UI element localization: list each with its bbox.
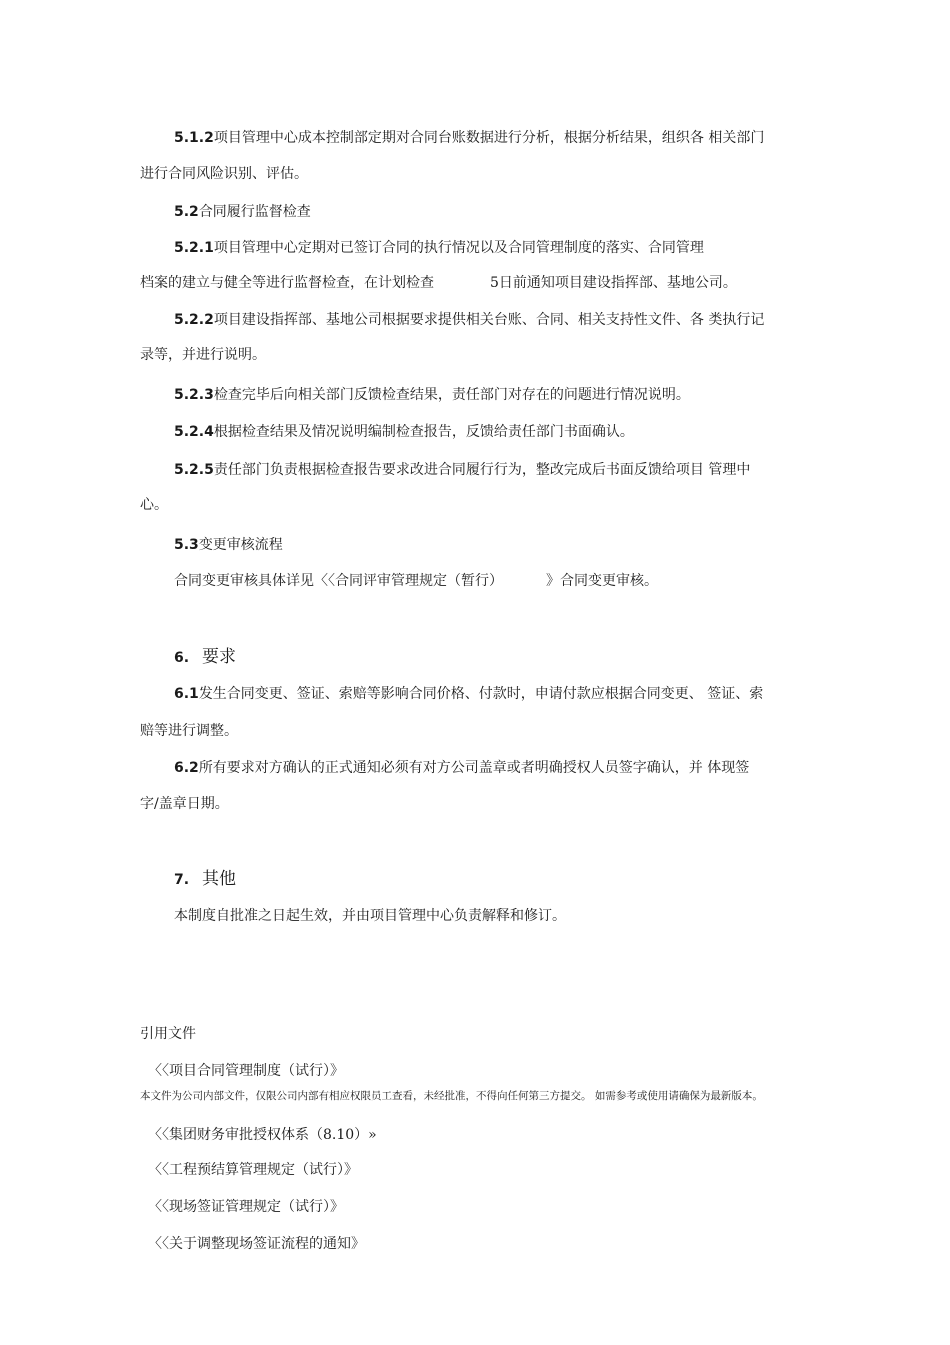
section-number: 5.3 — [174, 537, 199, 553]
clause-5-2-1-line-2a: 档案的建立与健全等进行监督检查，在计划检查 — [140, 275, 434, 291]
clause-5-2-1-line-1 — [174, 239, 704, 257]
section-number: 6. — [174, 650, 190, 666]
clause-6-1-line-1 — [174, 685, 763, 703]
clause-number: 5.2.4 — [174, 424, 214, 440]
clause-5-2-2-line-1 — [174, 311, 764, 329]
clause-5-2-2-line-2: 录等，并进行说明。 — [140, 347, 266, 363]
confidential-notice: 本文件为公司内部文件，仅限公司内部有相应权限员工查看，未经批准，不得向任何第三方提交。 如需参考或使用请确保为最新版本。 — [140, 1090, 763, 1102]
reference-item: 〈〈现场签证管理规定（试行）》 — [148, 1199, 344, 1215]
clause-text: 项目管理中心定期对已签订合同的执行情况以及合同管理制度的落实、合同管理 — [213, 240, 704, 256]
clause-text: 发生合同变更、签证、索赔等影响合同价格、付款时，申请付款应根据合同变更、 签证、索 — [198, 686, 764, 702]
clause-number: 5.2.2 — [174, 312, 214, 328]
clause-6-2-line-2: 字/盖章日期。 — [140, 796, 229, 812]
clause-5-2-1-line-2b: 5日前通知项目建设指挥部、基地公司。 — [490, 275, 737, 291]
clause-5-2-3 — [174, 386, 690, 404]
clause-number: 5.1.2 — [174, 130, 214, 146]
section-5-3-body-a: 合同变更审核具体详见〈〈合同评审管理规定（暂行） — [174, 573, 503, 589]
clause-number: 5.2.3 — [174, 387, 214, 403]
reference-item: 〈〈集团财务审批授权体系（8.10）» — [148, 1127, 377, 1143]
clause-6-1-line-2: 赔等进行调整。 — [140, 723, 238, 739]
section-title: 要求 — [202, 647, 236, 667]
clause-5-1-2-line-1 — [174, 129, 764, 147]
section-title: 其他 — [202, 869, 236, 889]
clause-text: 检查完毕后向相关部门反馈检查结果，责任部门对存在的问题进行情况说明。 — [213, 387, 690, 403]
clause-text: 所有要求对方确认的正式通知必须有对方公司盖章或者明确授权人员签字确认，并 体现签 — [198, 760, 750, 776]
reference-item: 〈〈项目合同管理制度（试行）》 — [148, 1063, 344, 1079]
clause-number: 5.2.5 — [174, 462, 214, 478]
section-5-2-heading — [174, 203, 311, 221]
section-5-3-body-b: 》合同变更审核。 — [546, 573, 658, 589]
section-7-body: 本制度自批准之日起生效，并由项目管理中心负责解释和修订。 — [174, 908, 566, 924]
clause-text: 责任部门负责根据检查报告要求改进合同履行行为，整改完成后书面反馈给项目 管理中 — [213, 462, 751, 478]
section-title: 合同履行监督检查 — [198, 204, 311, 220]
clause-number: 6.2 — [174, 760, 199, 776]
section-title: 变更审核流程 — [198, 537, 283, 553]
clause-text: 项目管理中心成本控制部定期对合同台账数据进行分析，根据分析结果，组织各 相关部门 — [213, 130, 765, 146]
references-heading: 引用文件 — [140, 1026, 196, 1042]
clause-5-2-4 — [174, 423, 634, 441]
clause-text: 项目建设指挥部、基地公司根据要求提供相关台账、合同、相关支持性文件、各 类执行记 — [213, 312, 765, 328]
section-number: 7. — [174, 872, 190, 888]
clause-5-2-5-line-2: 心。 — [140, 497, 168, 513]
clause-number: 5.2.1 — [174, 240, 214, 256]
clause-6-2-line-1 — [174, 759, 749, 777]
section-7-heading — [174, 868, 236, 891]
clause-number: 6.1 — [174, 686, 199, 702]
section-5-3-heading — [174, 536, 283, 554]
section-6-heading — [174, 646, 236, 669]
section-number: 5.2 — [174, 204, 199, 220]
clause-text: 根据检查结果及情况说明编制检查报告，反馈给责任部门书面确认。 — [213, 424, 634, 440]
reference-item: 〈〈关于调整现场签证流程的通知》 — [148, 1236, 365, 1252]
clause-5-1-2-line-2: 进行合同风险识别、评估。 — [140, 166, 308, 182]
reference-item: 〈〈工程预结算管理规定（试行）》 — [148, 1162, 358, 1178]
clause-5-2-5-line-1 — [174, 461, 750, 479]
